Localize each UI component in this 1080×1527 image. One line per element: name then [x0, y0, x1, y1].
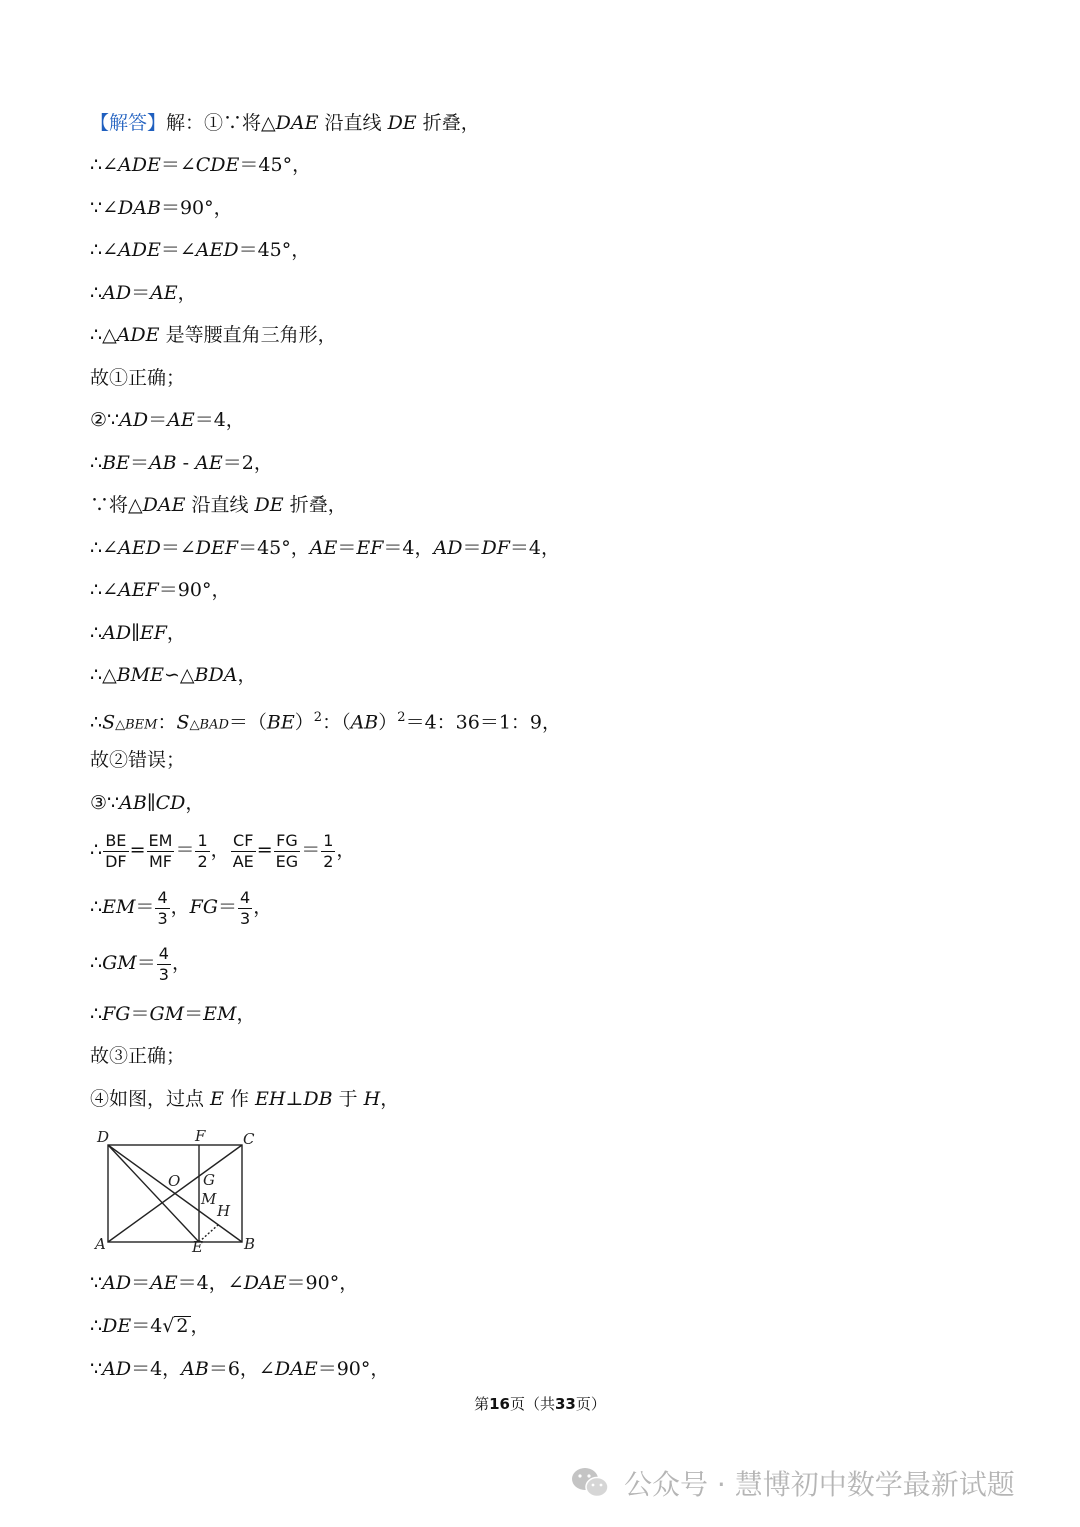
text-segment: DAE — [274, 1358, 318, 1380]
page-footer: 第16页（共33页） — [474, 1395, 606, 1413]
text-segment: ＝∠ — [160, 537, 196, 559]
text-segment: ， — [177, 282, 197, 304]
text-segment: EM — [203, 1003, 237, 1025]
text-segment: 2 — [323, 851, 334, 871]
text-segment: ＝4， — [509, 537, 561, 559]
answer-heading — [90, 110, 480, 136]
fraction — [157, 944, 171, 985]
step-line — [90, 152, 311, 178]
step-line — [90, 620, 186, 646]
page-number: 16 — [489, 1395, 510, 1413]
text-segment: DB — [303, 1088, 333, 1110]
text-segment: ∴△ — [90, 324, 117, 346]
text-segment: 作 — [223, 1088, 256, 1110]
text-segment: ADE — [118, 239, 161, 261]
step-line — [90, 790, 204, 816]
text-segment: ， — [185, 792, 205, 814]
text-segment: ＝ — [148, 409, 168, 431]
wechat-icon — [570, 1466, 610, 1500]
text-segment: ， — [210, 839, 230, 861]
text-segment: ∵ — [90, 1358, 103, 1380]
text-segment: ＝6，∠ — [208, 1358, 275, 1380]
text-segment: 沿直线 — [185, 494, 255, 516]
step-line — [90, 1313, 210, 1339]
text-segment: DE — [102, 1315, 132, 1337]
step-line — [90, 884, 272, 930]
text-segment: ： — [157, 711, 177, 734]
text-segment: EF — [356, 537, 384, 559]
label-b: B — [244, 1235, 256, 1253]
text-segment: ） — [294, 711, 314, 734]
text-segment: AEF — [118, 579, 159, 601]
text-segment: ＝4， — [194, 409, 245, 431]
text-segment: ∴ — [90, 1003, 103, 1025]
text-segment: DE — [387, 112, 417, 134]
fraction — [155, 888, 169, 929]
text-segment: ∴ — [90, 839, 103, 861]
text-segment: ＝90°， — [286, 1272, 359, 1294]
text-segment: ， — [190, 1315, 210, 1337]
text-segment: ＝ — [131, 282, 151, 304]
text-segment: AE — [150, 1272, 178, 1294]
text-segment: ④如图，过点 — [90, 1088, 211, 1110]
text-segment: CF — [231, 831, 256, 852]
label-c: C — [243, 1130, 255, 1148]
text-segment: BME — [116, 664, 164, 686]
text-segment: CD — [155, 792, 186, 814]
text-segment: ＝4：36＝1：9， — [405, 711, 562, 734]
step-line — [90, 1356, 389, 1382]
step-line — [90, 577, 230, 603]
text-segment: ＝4， — [131, 1358, 182, 1380]
text-segment: AED — [195, 239, 239, 261]
text-segment: AE — [167, 409, 195, 431]
text-segment: AD — [433, 537, 463, 559]
text-segment: ADE — [116, 324, 160, 346]
text-segment: ＝∠ — [160, 239, 196, 261]
text-segment: ＝ — [135, 896, 155, 918]
text-segment: ∴ — [90, 896, 103, 918]
text-segment: ＝90°， — [158, 579, 231, 601]
label-o: O — [168, 1172, 181, 1190]
text-segment: 沿直线 — [318, 112, 388, 134]
text-segment: ＝90°， — [317, 1358, 390, 1380]
text-segment: ， — [236, 1003, 256, 1025]
text-segment: ＝ — [462, 537, 482, 559]
text-segment: AD — [102, 282, 132, 304]
text-segment: ＝ — [136, 952, 156, 974]
text-segment: 1 — [323, 830, 334, 850]
text-segment: ∽△ — [164, 664, 195, 686]
text-segment: ＝4， — [383, 537, 434, 559]
fraction — [321, 831, 335, 872]
text-segment: H — [363, 1088, 381, 1110]
step-line — [90, 662, 256, 688]
text-segment: ＝∠ — [160, 154, 196, 176]
text-segment: DE — [254, 494, 284, 516]
text-segment: ∴ — [90, 952, 103, 974]
fraction — [231, 831, 256, 872]
text-segment: 是等腰直角三角形， — [159, 324, 337, 346]
text-segment: BE — [103, 831, 129, 852]
text-segment: ＝4，∠ — [177, 1272, 244, 1294]
text-segment: ∴ — [90, 282, 103, 304]
text-segment: E — [210, 1088, 224, 1110]
text-segment: ＝ — [337, 537, 357, 559]
text-segment: ＝45°， — [238, 537, 310, 559]
text-segment: AE — [309, 537, 338, 559]
step-line — [90, 450, 273, 476]
text-segment: DAE — [275, 112, 319, 134]
text-segment: ∴ — [90, 452, 103, 474]
text-segment: ＝ — [218, 896, 238, 918]
text-segment: ∴ — [90, 1315, 103, 1337]
fraction — [103, 831, 129, 872]
text-segment: ADE — [118, 154, 161, 176]
text-segment: ， — [170, 896, 190, 918]
text-segment: 折叠， — [283, 494, 347, 516]
text-segment: FG — [189, 896, 219, 918]
text-segment: = — [256, 839, 273, 861]
text-segment: ＝2， — [222, 452, 273, 474]
text-segment: ， — [336, 839, 356, 861]
text-segment: = — [129, 839, 146, 861]
text-segment: 3 — [158, 964, 169, 984]
label-h: H — [217, 1202, 231, 1220]
text-segment: GM — [102, 952, 137, 974]
text-segment: ＝ — [131, 1272, 151, 1294]
text-segment: S — [102, 711, 116, 734]
text-segment: ∴∠ — [90, 239, 119, 261]
text-segment: DF — [481, 537, 510, 559]
fraction — [195, 831, 209, 872]
text-segment: ⊥ — [285, 1088, 304, 1110]
text-segment: MF — [149, 851, 173, 871]
text-segment: ＝ — [184, 1003, 204, 1025]
step-line — [90, 1270, 358, 1296]
label-a: A — [95, 1235, 106, 1253]
text-segment: FG — [274, 831, 301, 852]
text-segment: 4 — [157, 887, 168, 907]
page-total: 33 — [555, 1395, 576, 1413]
text-segment: S — [176, 711, 190, 734]
text-segment: 3 — [240, 908, 251, 928]
text-segment: DAB — [118, 197, 161, 219]
text-segment: BE — [102, 452, 130, 474]
text-segment: EG — [275, 851, 299, 871]
text-segment: ， — [253, 896, 273, 918]
text-segment: 解：①∵将△ — [166, 112, 276, 134]
fraction-ratio-line — [90, 827, 355, 873]
label-m: M — [201, 1190, 217, 1208]
text-segment: ∵ — [90, 1272, 103, 1294]
text-segment: ∵∠ — [90, 197, 119, 219]
text-segment: ∴ — [90, 711, 103, 734]
step-line — [90, 535, 560, 561]
text-segment: ∴△ — [90, 664, 117, 686]
text-segment: DAE — [142, 494, 186, 516]
label-d: D — [97, 1128, 110, 1146]
sqrt-icon: √ — [162, 1315, 175, 1337]
text-segment: ∵将△ — [90, 494, 143, 516]
text-segment: ∥ — [146, 792, 156, 814]
text-segment: ＝45°， — [239, 154, 312, 176]
text-segment: △BEM — [115, 717, 158, 733]
text-segment: EM — [148, 830, 173, 850]
step-line — [90, 195, 233, 221]
text-segment: AD — [102, 1358, 132, 1380]
text-segment: AD — [119, 409, 149, 431]
step-line — [90, 940, 191, 986]
text-segment: ：（ — [322, 711, 351, 734]
text-segment: 折叠， — [416, 112, 480, 134]
conclusion-line — [90, 365, 185, 391]
text-segment: ， — [171, 952, 191, 974]
text-segment: 1 — [197, 830, 208, 850]
conclusion-line — [90, 747, 185, 773]
conclusion-line — [90, 1043, 185, 1069]
text-segment: AED — [118, 537, 161, 559]
text-segment: DEF — [195, 537, 239, 559]
text-segment: AB — [119, 792, 147, 814]
text-segment: AB — [181, 1358, 209, 1380]
fraction — [238, 888, 252, 929]
text-segment: BDA — [194, 664, 238, 686]
fraction — [274, 831, 301, 872]
text-segment: ＝45°， — [238, 239, 311, 261]
text-segment: ∴ — [90, 622, 103, 644]
text-segment: 于 — [332, 1088, 364, 1110]
text-segment: 2 — [197, 851, 208, 871]
text-segment: 故③正确； — [90, 1045, 186, 1067]
text-segment: 故②错误； — [90, 749, 186, 771]
text-segment: AD — [102, 1272, 132, 1294]
text-segment: ＝ — [301, 839, 321, 861]
step-line — [90, 237, 310, 263]
text-segment: 2 — [176, 1315, 189, 1337]
label-g: G — [203, 1171, 215, 1189]
text-segment: ， — [166, 622, 186, 644]
text-segment: ∴∠ — [90, 154, 119, 176]
text-segment: ， — [380, 1088, 400, 1110]
step-line — [90, 492, 347, 518]
step-line — [90, 407, 245, 433]
text-segment: ②∵ — [90, 409, 120, 431]
text-segment: DAE — [243, 1272, 287, 1294]
text-segment: ＝ — [175, 839, 195, 861]
text-segment: ＝ — [129, 452, 149, 474]
label-e: E — [192, 1238, 203, 1254]
text-segment: - — [176, 452, 196, 474]
text-segment: ③∵ — [90, 792, 120, 814]
text-segment: ） — [378, 711, 398, 734]
step-line — [90, 1086, 399, 1112]
text-segment: ， — [237, 664, 257, 686]
text-segment: 2 — [313, 710, 323, 725]
geometry-figure — [92, 1124, 272, 1254]
text-segment: ＝90°， — [160, 197, 233, 219]
text-segment: 4 — [240, 887, 251, 907]
step-line — [90, 280, 197, 306]
step-line — [90, 1001, 255, 1027]
text-segment: ∥ — [131, 622, 140, 644]
text-segment: AD — [102, 622, 132, 644]
watermark-text: 公众号 · 慧博初中数学最新试题 — [624, 1468, 1015, 1501]
watermark — [570, 1463, 1015, 1503]
area-ratio-line — [90, 705, 561, 738]
text-segment: 2 — [397, 710, 406, 725]
answer-tag: 【解答】 — [90, 112, 167, 134]
label-f: F — [195, 1127, 206, 1145]
text-segment: CDE — [195, 154, 240, 176]
fraction — [147, 831, 175, 872]
text-segment: AE — [232, 851, 254, 871]
text-segment: △BAD — [189, 717, 229, 733]
text-segment: EH — [255, 1088, 286, 1110]
text-segment: BE — [266, 711, 295, 734]
text-segment: ＝ — [130, 1003, 150, 1025]
text-segment: 3 — [157, 908, 168, 928]
text-segment: AE — [150, 282, 178, 304]
text-segment: ∴∠ — [90, 537, 119, 559]
text-segment: EM — [102, 896, 136, 918]
text-segment: AB — [350, 711, 379, 734]
segment-de — [108, 1145, 199, 1242]
text-segment: ＝（ — [228, 711, 267, 734]
text-segment: FG — [102, 1003, 131, 1025]
text-segment: ∴∠ — [90, 579, 119, 601]
text-segment: AB — [148, 452, 177, 474]
text-segment: AE — [195, 452, 223, 474]
text-segment: ＝4 — [131, 1315, 163, 1337]
text-segment: 4 — [158, 943, 169, 963]
step-line — [90, 322, 337, 348]
text-segment: EF — [139, 622, 167, 644]
text-segment: DF — [105, 851, 127, 871]
text-segment: 故①正确； — [90, 367, 186, 389]
text-segment: GM — [149, 1003, 185, 1025]
